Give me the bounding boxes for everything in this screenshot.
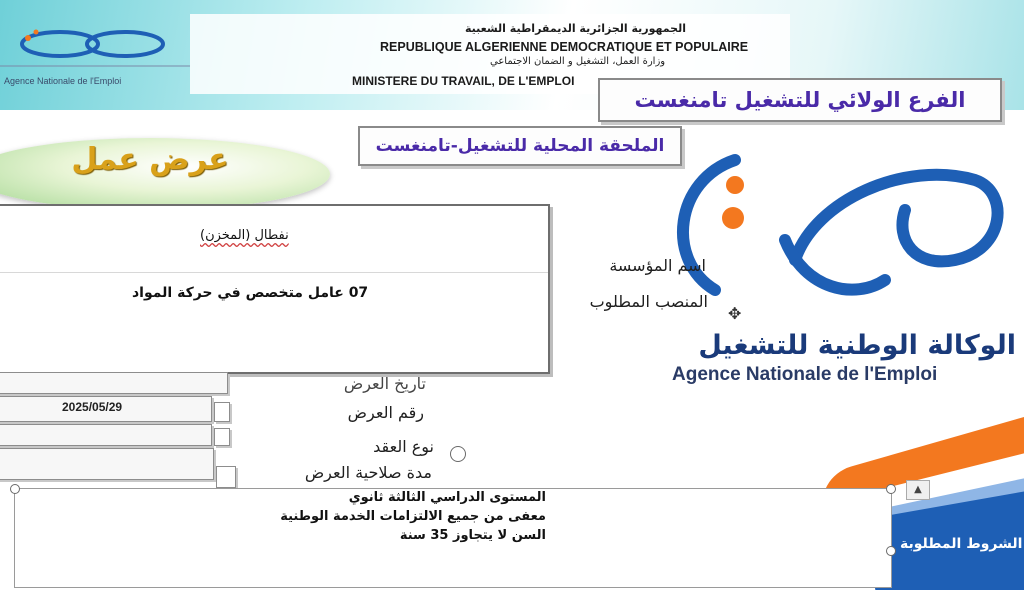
- info-divider: [0, 272, 548, 273]
- anem-mini-logo: [0, 22, 190, 82]
- logo-name-french: Agence Nationale de l'Emploi: [672, 364, 938, 385]
- requirement-line: السن لا يتجاوز 35 سنة: [399, 528, 546, 543]
- branch-title-box[interactable]: الفرع الولائي للتشغيل تامنغست: [598, 78, 1002, 122]
- validity-label: مدة صلاحية العرض: [304, 463, 432, 482]
- company-label: اسم المؤسسة: [609, 256, 706, 275]
- offer-title: عرض عمل: [71, 142, 229, 177]
- ministry-french: MINISTERE DU TRAVAIL, DE L'EMPLOI: [352, 74, 575, 88]
- rotate-handle-icon[interactable]: [450, 446, 466, 462]
- position-value[interactable]: 07 عامل متخصص في حركة المواد: [132, 285, 369, 301]
- ministry-arabic: وزارة العمل، التشغيل و الضمان الاجتماعي: [490, 56, 666, 67]
- position-label: المنصب المطلوب: [589, 292, 708, 311]
- requirement-line: معفى من جميع الالتزامات الخدمة الوطنية: [280, 509, 546, 524]
- validity-field-tab: [216, 466, 236, 488]
- company-value[interactable]: نفطال (المخزن): [200, 228, 289, 243]
- requirement-line: المستوى الدراسي الثالثة ثانوي: [348, 490, 546, 505]
- contract-label: نوع العقد: [373, 437, 434, 456]
- requirements-list[interactable]: [280, 488, 546, 545]
- date-label: تاريخ العرض: [343, 374, 426, 393]
- annex-title-box[interactable]: الملحقة المحلية للتشغيل-تامنغست: [358, 126, 682, 166]
- resize-handle[interactable]: [886, 546, 896, 556]
- validity-field[interactable]: [0, 448, 214, 480]
- number-field-tab: [214, 402, 230, 422]
- scroll-up-icon[interactable]: ▲: [906, 480, 930, 500]
- requirements-label: الشروط المطلوبة: [900, 536, 1023, 552]
- date-value[interactable]: 2025/05/29: [62, 400, 123, 414]
- date-field[interactable]: [0, 372, 228, 394]
- logo-name-arabic: الوكالة الوطنية للتشغيل: [698, 330, 1016, 361]
- republic-arabic: الجمهورية الجزائرية الديمقراطية الشعبية: [465, 22, 686, 35]
- move-cursor-icon: ✥: [728, 304, 742, 323]
- mini-logo-caption: Agence Nationale de l'Emploi: [4, 76, 122, 86]
- resize-handle[interactable]: [886, 484, 896, 494]
- resize-handle[interactable]: [10, 484, 20, 494]
- republic-french: REPUBLIQUE ALGERIENNE DEMOCRATIQUE ET POPULAIRE: [380, 40, 749, 54]
- number-label: رقم العرض: [347, 403, 424, 422]
- anem-logo: [655, 140, 1015, 320]
- contract-field-tab: [214, 428, 230, 446]
- contract-field[interactable]: [0, 424, 212, 446]
